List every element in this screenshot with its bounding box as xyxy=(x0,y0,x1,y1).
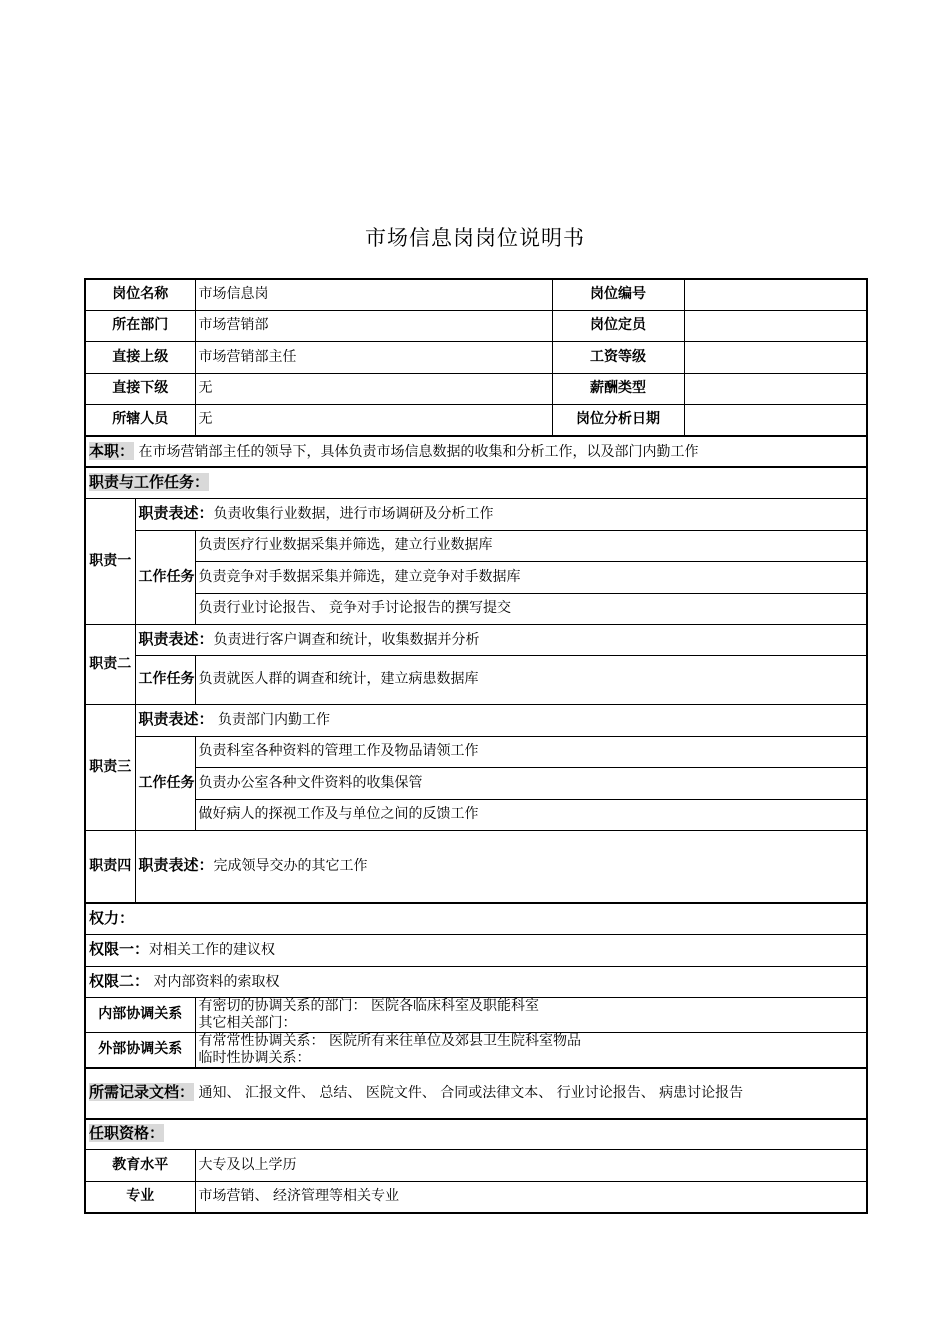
row-authority-header xyxy=(85,903,867,934)
position-name-label: 岗位名称 xyxy=(85,279,195,310)
education-label: 教育水平 xyxy=(85,1150,195,1182)
external-relations-label: 外部协调关系 xyxy=(85,1032,195,1068)
authority-1-label: 权限一： xyxy=(89,940,150,958)
pay-type-label: 薪酬类型 xyxy=(552,373,684,404)
responsibilities-label: 职责与工作任务： xyxy=(89,472,210,491)
row-qualifications-header xyxy=(85,1119,867,1150)
resp1-task-row xyxy=(85,593,867,624)
position-code-value xyxy=(684,279,867,310)
resp3-statement-row xyxy=(85,704,867,736)
resp2-tasks-label: 工作任务 xyxy=(135,655,195,704)
resp1-task-1: 负责医疗行业数据采集并筛选，建立行业数据库 xyxy=(195,530,867,561)
resp3-task-3: 做好病人的探视工作及与单位之间的反馈工作 xyxy=(195,799,867,830)
row-duty xyxy=(85,436,867,467)
resp2-task-1: 负责就医人群的调查和统计，建立病患数据库 xyxy=(195,655,867,704)
resp1-statement-cell xyxy=(135,498,867,530)
resp3-task-1: 负责科室各种资料的管理工作及物品请领工作 xyxy=(195,736,867,767)
external-relations-line2: 临时性协调关系： xyxy=(198,1049,311,1066)
education-value: 大专及以上学历 xyxy=(195,1150,867,1182)
row-major xyxy=(85,1182,867,1213)
pay-type-value xyxy=(684,373,867,404)
row-records xyxy=(85,1068,867,1119)
superior-label: 直接上级 xyxy=(85,341,195,373)
internal-relations-cell xyxy=(195,997,867,1032)
authority-2-cell xyxy=(85,966,867,997)
job-description-table xyxy=(84,278,868,1214)
internal-relations-line2: 其它相关部门： xyxy=(198,1014,297,1031)
major-label: 专业 xyxy=(85,1182,195,1213)
position-code-label: 岗位编号 xyxy=(552,279,684,310)
responsibilities-header xyxy=(85,467,867,498)
analysis-date-value xyxy=(684,404,867,436)
resp3-task-row xyxy=(85,767,867,799)
row-position-name xyxy=(85,279,867,310)
resp3-statement: 负责部门内勤工作 xyxy=(213,712,330,728)
resp4-statement: 完成领导交办的其它工作 xyxy=(213,858,368,875)
row-internal-relations xyxy=(85,997,867,1032)
external-relations-cell xyxy=(195,1032,867,1068)
authority-label: 权力： xyxy=(89,908,135,927)
qualifications-label: 任职资格： xyxy=(89,1124,165,1143)
row-subordinate xyxy=(85,373,867,404)
authority-2-label: 权限二： xyxy=(89,971,150,990)
row-authority-2 xyxy=(85,966,867,997)
qualifications-header xyxy=(85,1119,867,1150)
resp3-tasks-label: 工作任务 xyxy=(135,736,195,830)
salary-grade-label: 工资等级 xyxy=(552,341,684,373)
row-education xyxy=(85,1150,867,1182)
row-responsibilities-header xyxy=(85,467,867,498)
resp1-task-3: 负责行业讨论报告、 竞争对手讨论报告的撰写提交 xyxy=(195,593,867,624)
records-text: 通知、 汇报文件、 总结、 医院文件、 合同或法律文本、 行业讨论报告、 病患讨论报告 xyxy=(194,1085,744,1101)
analysis-date-label: 岗位分析日期 xyxy=(552,404,684,436)
resp3-task-2: 负责办公室各种文件资料的收集保管 xyxy=(195,767,867,799)
duty-label: 本职： xyxy=(89,441,135,460)
department-value: 市场营销部 xyxy=(195,310,552,341)
resp1-task-row xyxy=(85,561,867,593)
subordinate-value: 无 xyxy=(195,373,552,404)
resp2-statement: 负责进行客户调查和统计，收集数据并分析 xyxy=(213,631,480,648)
resp4-statement-label: 职责表述： xyxy=(138,856,214,875)
records-cell xyxy=(85,1068,867,1119)
authority-1-cell xyxy=(85,934,867,966)
headcount-label: 岗位定员 xyxy=(552,310,684,341)
resp1-task-2: 负责竞争对手数据采集并筛选，建立竞争对手数据库 xyxy=(195,561,867,593)
salary-grade-value xyxy=(684,341,867,373)
resp3-task-row xyxy=(85,799,867,830)
records-label: 所需记录文档： xyxy=(89,1083,195,1101)
resp1-statement-label: 职责表述： xyxy=(138,504,214,522)
authority-header xyxy=(85,903,867,934)
resp2-name: 职责二 xyxy=(85,624,135,704)
external-relations-line1: 有常常性协调关系： 医院所有来往单位及郊县卫生院科室物品 xyxy=(198,1032,581,1049)
resp1-statement: 负责收集行业数据，进行市场调研及分析工作 xyxy=(213,506,494,522)
department-label: 所在部门 xyxy=(85,310,195,341)
resp2-task-row xyxy=(85,655,867,704)
resp3-task-row xyxy=(85,736,867,767)
subordinate-label: 直接下级 xyxy=(85,373,195,404)
authority-2-text: 对内部资料的索取权 xyxy=(149,973,280,990)
headcount-value xyxy=(684,310,867,341)
resp1-name: 职责一 xyxy=(85,498,135,624)
row-superior xyxy=(85,341,867,373)
row-external-relations xyxy=(85,1032,867,1068)
resp1-tasks-label: 工作任务 xyxy=(135,530,195,624)
superior-value: 市场营销部主任 xyxy=(195,341,552,373)
resp2-statement-label: 职责表述： xyxy=(138,629,214,648)
resp3-statement-label: 职责表述： xyxy=(138,710,214,728)
major-value: 市场营销、 经济管理等相关专业 xyxy=(195,1182,867,1213)
resp4-name: 职责四 xyxy=(85,830,135,903)
managed-label: 所辖人员 xyxy=(85,404,195,436)
position-name-value: 市场信息岗 xyxy=(195,279,552,310)
row-managed xyxy=(85,404,867,436)
managed-value: 无 xyxy=(195,404,552,436)
resp1-statement-row xyxy=(85,498,867,530)
resp3-statement-cell xyxy=(135,704,867,736)
row-authority-1 xyxy=(85,934,867,966)
internal-relations-label: 内部协调关系 xyxy=(85,997,195,1032)
page-title: 市场信息岗岗位说明书 xyxy=(365,226,585,250)
resp2-statement-cell xyxy=(135,624,867,655)
resp2-statement-row xyxy=(85,624,867,655)
authority-1-text: 对相关工作的建议权 xyxy=(149,942,276,958)
internal-relations-line1: 有密切的协调关系的部门： 医院各临床科室及职能科室 xyxy=(198,997,539,1014)
resp4-statement-row xyxy=(85,830,867,903)
resp3-name: 职责三 xyxy=(85,704,135,830)
row-department xyxy=(85,310,867,341)
duty-text: 在市场营销部主任的领导下，具体负责市场信息数据的收集和分析工作，以及部门内勤工作 xyxy=(138,443,699,460)
resp1-task-row xyxy=(85,530,867,561)
resp4-statement-cell xyxy=(135,830,867,903)
duty-cell xyxy=(85,436,867,467)
